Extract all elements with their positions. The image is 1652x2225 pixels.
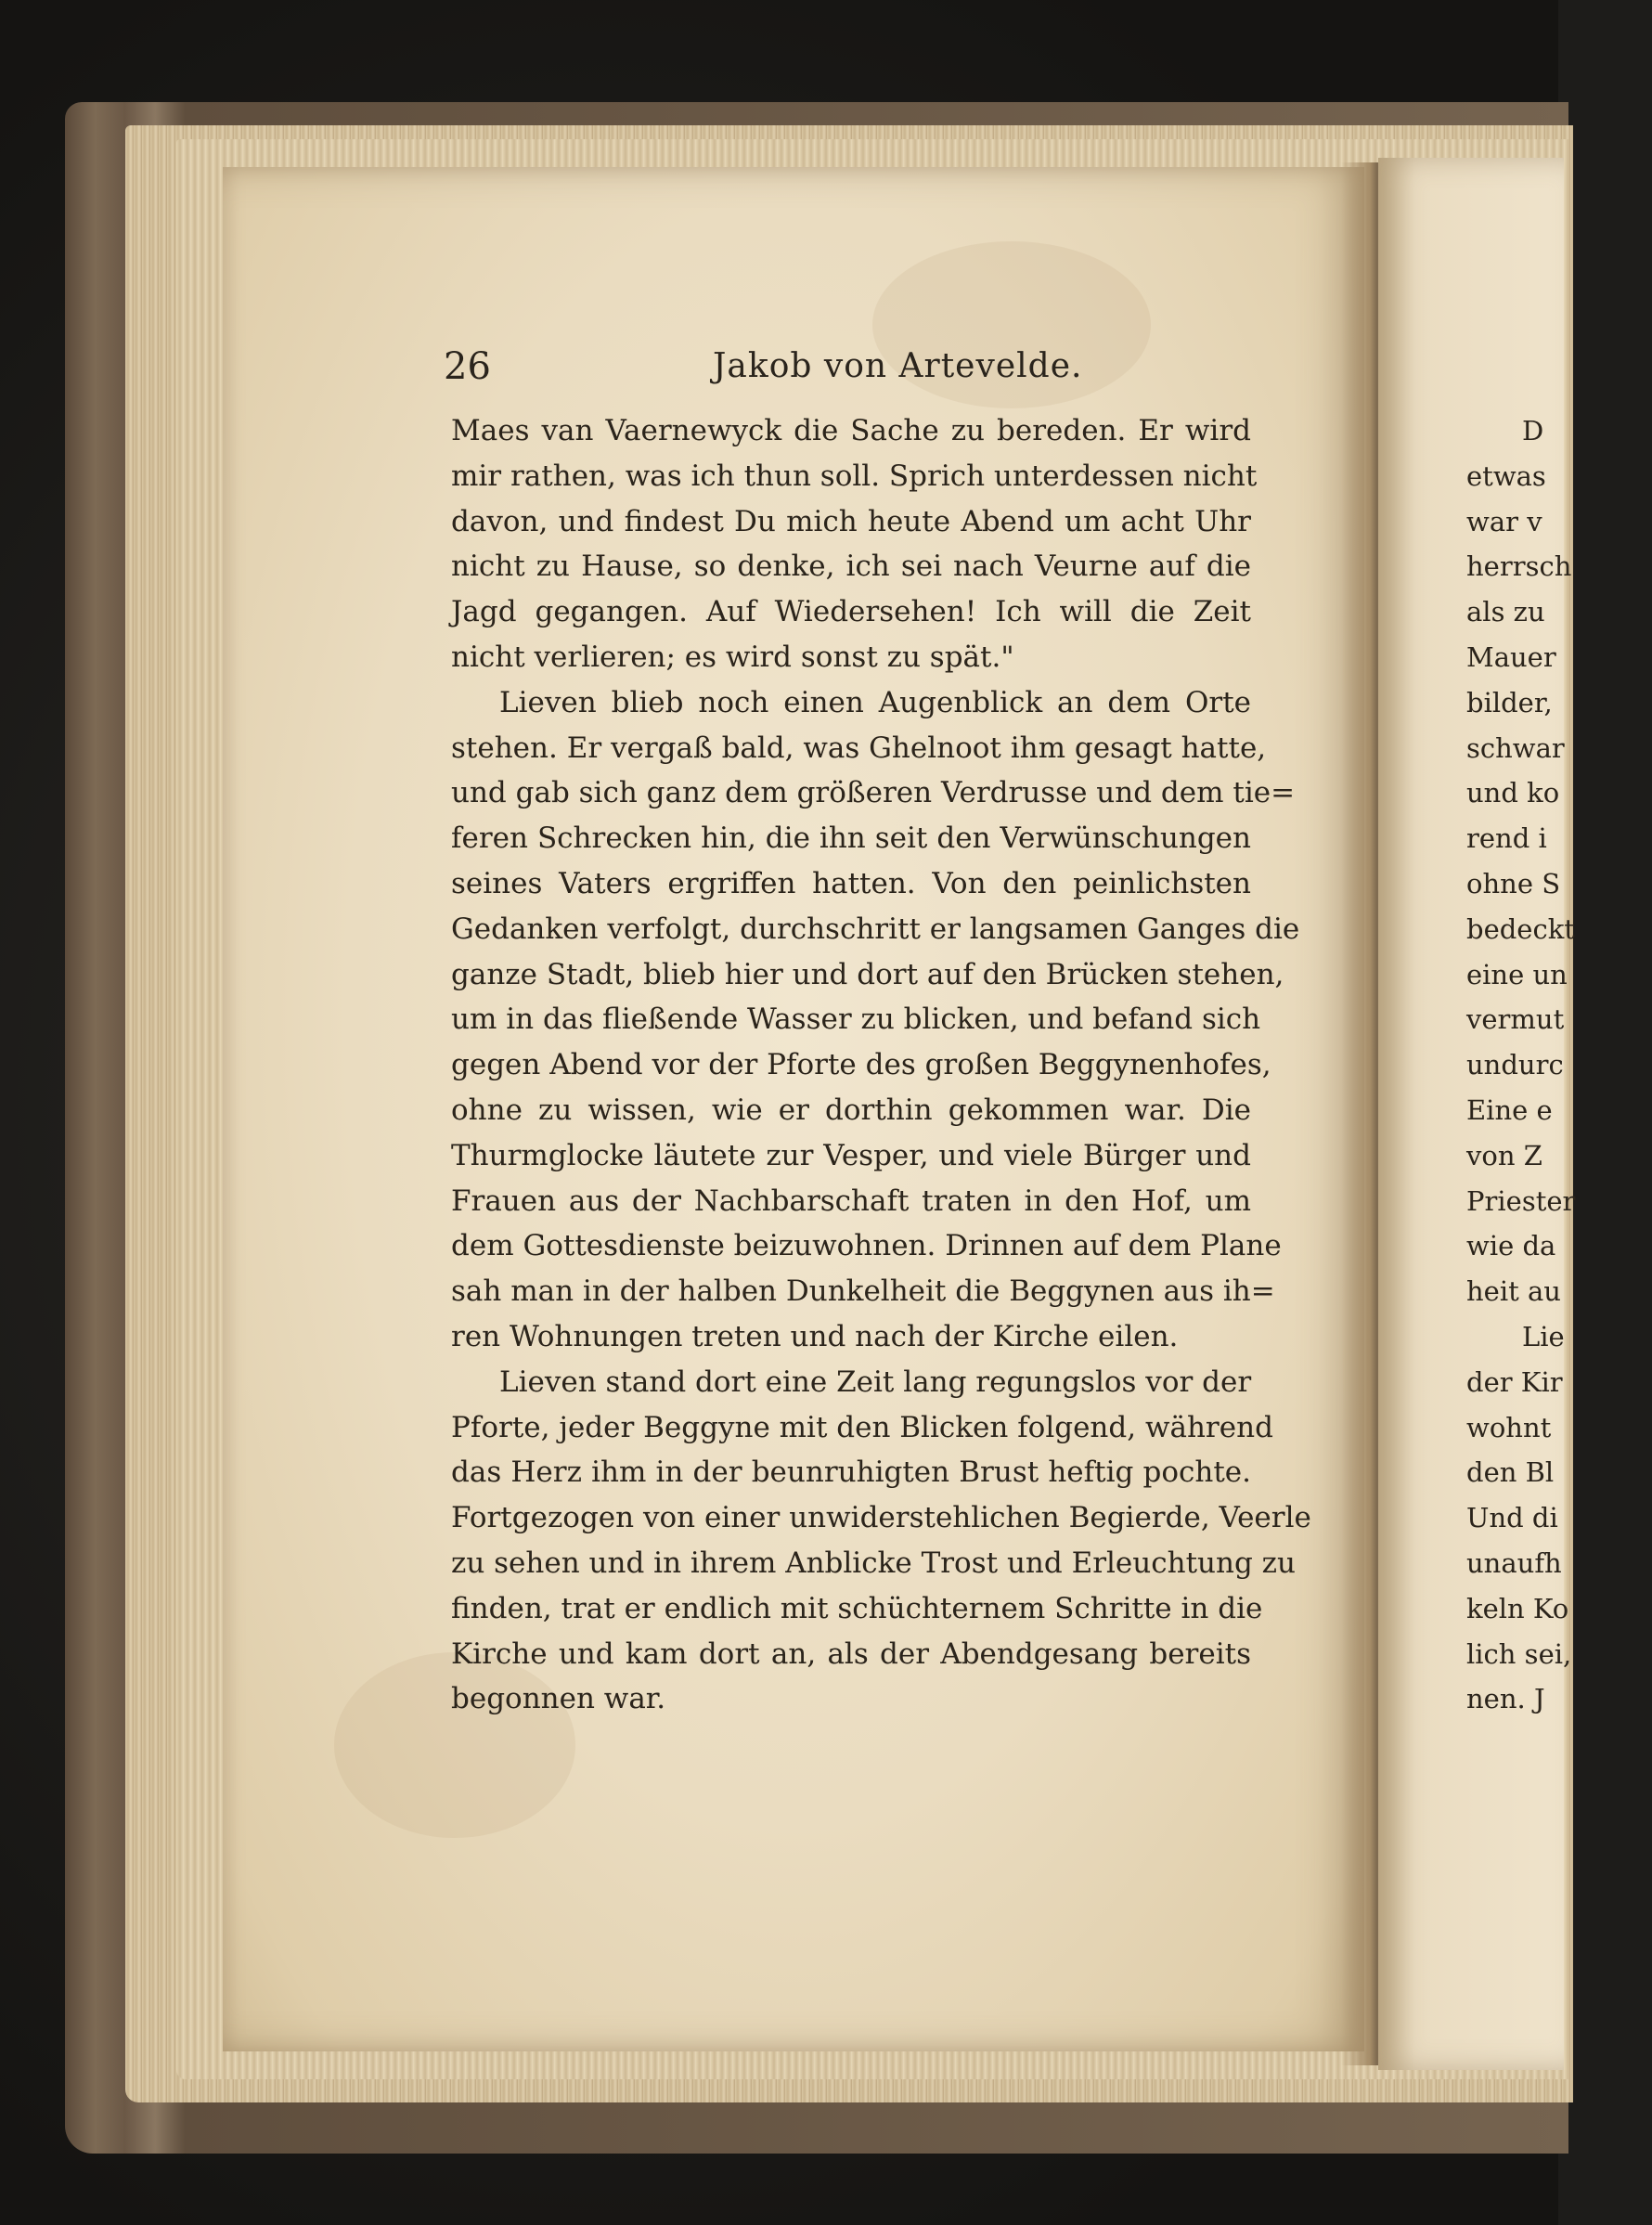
right-page-line: rend i [1466,822,1547,855]
text-line: feren Schrecken hin, die ihn seit den Verwünschungen [451,821,1251,856]
text-line: das Herz ihm in der beunruhigten Brust heftig pochte. [451,1455,1251,1490]
right-page-line: schwar [1466,731,1565,764]
right-page-text [1466,408,1652,1722]
right-page-line: Priester [1466,1184,1576,1217]
text-line: Thurmglocke läutete zur Vesper, und viele Bürger und [451,1138,1251,1172]
right-page-line: war v [1466,505,1542,537]
text-line: nicht verlieren; es wird sonst zu spät." [451,640,1014,674]
right-page-line: ohne S [1466,867,1561,899]
body-text [451,408,1311,1722]
right-page-line: den Bl [1466,1456,1555,1489]
right-page-line: Und di [1466,1502,1558,1534]
text-line: Lieven stand dort eine Zeit lang regungslos vor der [499,1365,1252,1399]
text-line: um in das fließende Wasser zu blicken, und befand sich [451,1003,1261,1037]
right-page-line: Lie [1522,1320,1565,1352]
text-line: ren Wohnungen treten und nach der Kirche eilen. [451,1319,1179,1353]
right-page-line: Eine e [1466,1093,1553,1126]
text-line: Fortgezogen von einer unwiderstehlichen Begierde, Veerle [451,1501,1311,1535]
text-line: Maes van Vaernewyck die Sache zu bereden. Er wird [451,414,1251,447]
text-line: ohne zu wissen, wie er dorthin gekommen war. Die [451,1093,1251,1127]
text-line: nicht zu Hause, so denke, ich sei nach Veurne auf die [451,550,1251,584]
right-page-line: unaufh [1466,1546,1562,1579]
text-line: ganze Stadt, blieb hier und dort auf den Brücken stehen, [451,957,1284,991]
right-page-line: eine un [1466,958,1568,990]
text-line: begonnen war. [451,1682,666,1716]
right-page-line: D [1522,415,1544,446]
page-header [444,345,1279,401]
text-line: Jagd gegangen. Auf Wiedersehen! Ich will die Zeit [451,595,1251,629]
text-line: gegen Abend vor der Pforte des großen Beggynenhofes, [451,1048,1271,1082]
text-line: stehen. Er vergaß bald, was Ghelnoot ihm gesagt hatte, [451,731,1267,765]
text-line: Kirche und kam dort an, als der Abendgesang bereits [451,1636,1251,1671]
right-page-line: nen. J [1466,1683,1545,1715]
right-page-line: etwas [1466,459,1546,492]
text-line: finden, trat er endlich mit schüchternem Schritte in die [451,1591,1263,1625]
text-line: dem Gottesdienste beizuwohnen. Drinnen auf dem Plane [451,1229,1282,1263]
text-line: Pforte, jeder Beggyne mit den Blicken folgend, während [451,1410,1273,1444]
right-page-line: der Kir [1466,1365,1563,1398]
right-page-line: und ko [1466,777,1560,809]
right-page-line: lich sei, [1466,1637,1572,1670]
right-page-line: als zu [1466,596,1545,628]
right-page-line: undurc [1466,1049,1564,1081]
right-page-line: Mauer [1466,640,1556,673]
text-line: Lieven blieb noch einen Augenblick an dem Orte [499,685,1251,719]
right-page-line: von Z [1466,1139,1542,1171]
right-page-line: heit au [1466,1275,1561,1308]
text-line: Gedanken verfolgt, durchschritt er langsamen Ganges die [451,912,1300,946]
page-number: 26 [444,345,491,388]
text-line: sah man in der halben Dunkelheit die Beggynen aus ih= [451,1274,1275,1309]
text-line: und gab sich ganz dem größeren Verdrusse und dem tie= [451,776,1296,810]
text-line: Frauen aus der Nachbarschaft traten in den Hof, um [451,1184,1251,1218]
text-line: mir rathen, was ich thun soll. Sprich unterdessen nicht [451,459,1258,493]
text-line: zu sehen und in ihrem Anblicke Trost und Erleuchtung zu [451,1546,1296,1580]
right-page-line: herrsch [1466,550,1572,583]
right-page-line: wie da [1466,1230,1556,1262]
text-line: davon, und findest Du mich heute Abend um acht Uhr [451,504,1251,538]
right-page-line: bedeckt [1466,912,1575,945]
right-page-line: keln Ko [1466,1592,1569,1624]
right-page-line: wohnt [1466,1411,1552,1443]
running-head: Jakob von Artevelde. [713,347,1083,385]
right-page-line: vermut [1466,1003,1565,1036]
text-line: seines Vaters ergriffen hatten. Von den peinlichsten [451,866,1251,900]
right-page-line: bilder, [1466,686,1553,718]
